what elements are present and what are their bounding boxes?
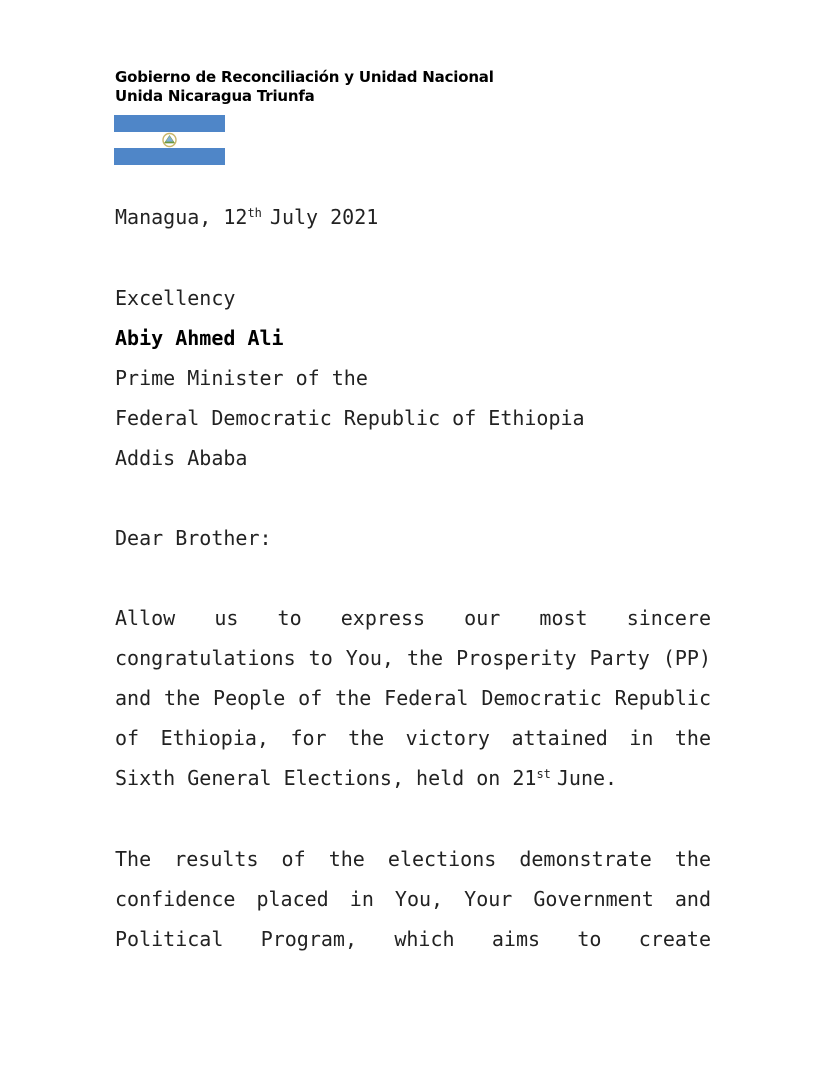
paragraph-congratulations — [115, 598, 711, 798]
letter-date — [115, 203, 711, 231]
paragraph1-end: June. — [556, 766, 618, 790]
recipient-address — [115, 278, 711, 478]
date-ordinal-suffix: th — [247, 206, 262, 220]
date-prefix: Managua, 12 — [115, 205, 248, 229]
recipient-honorific: Excellency — [115, 286, 236, 310]
nicaragua-flag-icon — [114, 115, 225, 165]
letterhead — [115, 68, 494, 106]
letterhead-line-government: Gobierno de Reconciliación y Unidad Nacional — [115, 68, 494, 86]
letterhead-line-motto: Unida Nicaragua Triunfa — [115, 87, 315, 105]
date-rest: July 2021 — [269, 205, 379, 229]
paragraph-results: The results of the elections demonstrate the confidence placed in You, Your Government and Political Program, which aims to create — [115, 847, 711, 951]
recipient-title-line2: Federal Democratic Republic of Ethiopia — [115, 406, 585, 430]
recipient-city: Addis Ababa — [115, 446, 248, 470]
recipient-title-line1: Prime Minister of the — [115, 366, 368, 390]
salutation: Dear Brother: — [115, 526, 272, 550]
paragraph1-ordinal-suffix: st — [536, 767, 551, 781]
paragraph1-text: Allow us to express our most sincere congratulations to You, the Prosperity Party (PP) and the People of the Federal Democratic Republic of Ethiopia, for the victory attained in the Sixth General Elections, held on 21 — [115, 606, 711, 790]
recipient-name: Abiy Ahmed Ali — [115, 326, 284, 350]
